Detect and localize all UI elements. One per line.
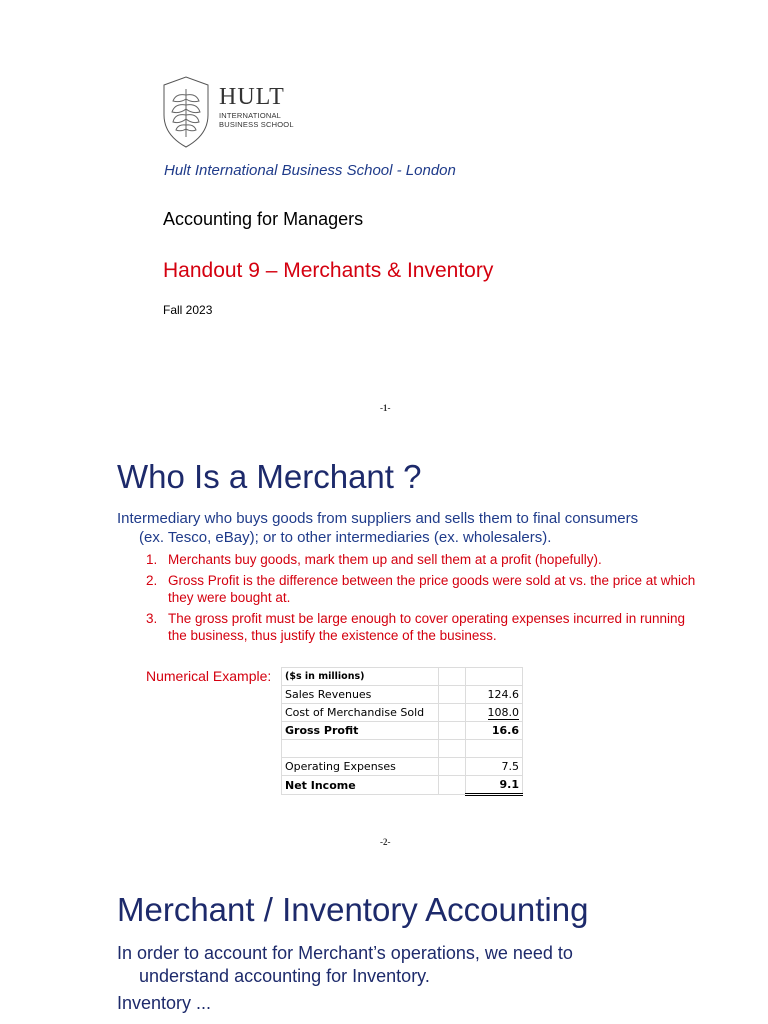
slide-2-title: Who Is a Merchant ? bbox=[117, 458, 422, 495]
row-label: Sales Revenues bbox=[282, 686, 439, 704]
table-row bbox=[282, 668, 523, 686]
income-statement-table bbox=[281, 667, 523, 796]
list-item-number: 3. bbox=[146, 611, 158, 626]
numerical-example-label: Numerical Example: bbox=[146, 668, 272, 684]
table-row bbox=[282, 776, 523, 795]
page-number-1: -1- bbox=[380, 403, 391, 413]
table-row bbox=[282, 740, 523, 758]
intro-line-1: In order to account for Merchant’s operations, we need to bbox=[117, 943, 573, 963]
handout-title: Handout 9 – Merchants & Inventory bbox=[163, 259, 494, 282]
logo-wordmark: HULT bbox=[219, 84, 285, 110]
row-label: Gross Profit bbox=[282, 722, 439, 740]
list-item-text: Merchants buy goods, mark them up and sell them at a profit (hopefully). bbox=[168, 552, 602, 567]
table-row bbox=[282, 686, 523, 704]
hult-logo bbox=[161, 75, 301, 149]
inventory-intro bbox=[117, 942, 677, 988]
list-item-text: Gross Profit is the difference between the price goods were sold at vs. the price at which they were bought at. bbox=[168, 573, 696, 605]
table-row bbox=[282, 758, 523, 776]
row-value: 7.5 bbox=[466, 758, 523, 776]
row-value: 9.1 bbox=[466, 776, 523, 795]
merchant-points-list bbox=[146, 551, 696, 648]
list-item-number: 2. bbox=[146, 573, 158, 588]
row-label: Net Income bbox=[282, 776, 439, 795]
list-item bbox=[146, 610, 696, 644]
list-item-text: The gross profit must be large enough to cover operating expenses incurred in running the business, thus justify the existence of the business. bbox=[168, 611, 686, 643]
intro-line-2: understand accounting for Inventory. bbox=[139, 966, 430, 986]
school-name: Hult International Business School - London bbox=[164, 162, 456, 179]
definition-line-1: Intermediary who buys goods from suppliers and sells them to final consumers bbox=[117, 510, 639, 527]
slide-3-title: Merchant / Inventory Accounting bbox=[117, 891, 589, 928]
row-value: 16.6 bbox=[466, 722, 523, 740]
course-title: Accounting for Managers bbox=[163, 209, 364, 229]
row-label: Operating Expenses bbox=[282, 758, 439, 776]
table-header: ($s in millions) bbox=[282, 668, 439, 686]
page-number-2: -2- bbox=[380, 837, 391, 847]
term-label: Fall 2023 bbox=[163, 303, 213, 317]
inventory-heading: Inventory ... bbox=[117, 993, 212, 1013]
list-item-number: 1. bbox=[146, 552, 158, 567]
logo-subline bbox=[219, 111, 309, 129]
merchant-definition bbox=[117, 509, 697, 547]
definition-line-2: (ex. Tesco, eBay); or to other intermediaries (ex. wholesalers). bbox=[139, 529, 552, 546]
hult-shield-icon bbox=[161, 75, 211, 149]
list-item bbox=[146, 572, 696, 606]
row-label: Cost of Merchandise Sold bbox=[282, 704, 439, 722]
table-row bbox=[282, 722, 523, 740]
logo-subline-2: BUSINESS SCHOOL bbox=[219, 120, 294, 129]
list-item bbox=[146, 551, 696, 568]
row-value: 124.6 bbox=[466, 686, 523, 704]
row-value: 108.0 bbox=[487, 706, 519, 719]
table-row bbox=[282, 704, 523, 722]
logo-subline-1: INTERNATIONAL bbox=[219, 111, 282, 120]
